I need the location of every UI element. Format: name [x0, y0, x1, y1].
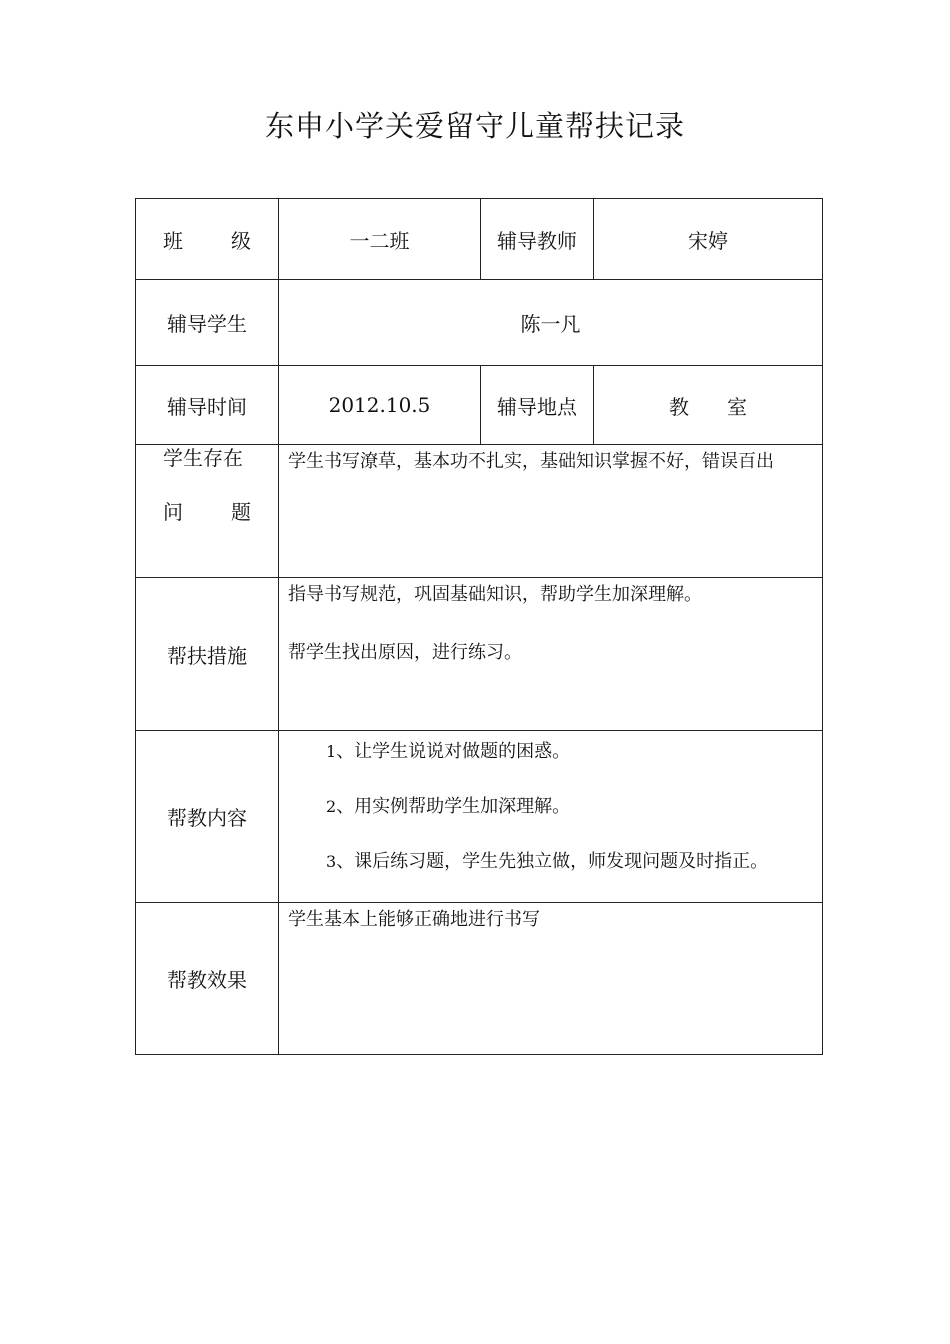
- problem-label-char: 题: [231, 500, 251, 524]
- content-list: [279, 731, 823, 903]
- table-row: [136, 903, 823, 1055]
- problem-text-line: 学生书写潦草，基本功不扎实，基础知识掌握不好，错误百出: [288, 451, 774, 472]
- effect-text-line: 学生基本上能够正确地进行书写: [288, 909, 540, 930]
- list-item-text: 、用实例帮助学生加深理解。: [336, 796, 571, 817]
- table-row: [136, 731, 823, 903]
- measures-line: 指导书写规范，巩固基础知识，帮助学生加深理解。: [288, 584, 702, 605]
- class-label: [136, 199, 279, 280]
- list-item-text: 、课后练习题，学生先独立做，师发现问题及时指正。: [336, 851, 769, 872]
- problem-label: [136, 445, 279, 578]
- table-row: [136, 280, 823, 366]
- place-value-char: 室: [727, 394, 747, 419]
- effect-text: [279, 903, 823, 1055]
- measures-line: 帮学生找出原因，进行练习。: [288, 642, 522, 663]
- list-item-number: 1: [326, 742, 337, 761]
- list-item: [326, 737, 822, 792]
- list-item: [326, 792, 822, 847]
- effect-label: 帮教效果: [136, 903, 279, 1055]
- class-label-char: 班: [163, 228, 183, 253]
- table-row: [136, 445, 823, 578]
- list-item-text: 、让学生说说对做题的困惑。: [336, 741, 571, 762]
- place-value: [594, 366, 823, 445]
- student-value: 陈一凡: [279, 280, 823, 366]
- content-label: 帮教内容: [136, 731, 279, 903]
- table-row: [136, 578, 823, 731]
- table-row: [136, 199, 823, 280]
- problem-label-line1: 学生存在: [163, 446, 243, 470]
- problem-label-char: 问: [163, 500, 183, 524]
- list-item: [326, 847, 822, 902]
- place-label: 辅导地点: [481, 366, 594, 445]
- measures-label: 帮扶措施: [136, 578, 279, 731]
- list-item-number: 3: [326, 852, 337, 871]
- measures-text: [279, 578, 823, 731]
- time-value: 2012.10.5: [279, 366, 481, 445]
- table-row: [136, 366, 823, 445]
- place-value-char: 教: [669, 394, 689, 419]
- teacher-value: 宋婷: [594, 199, 823, 280]
- list-item-number: 2: [326, 797, 337, 816]
- teacher-label: 辅导教师: [481, 199, 594, 280]
- problem-text: [279, 445, 823, 578]
- record-table: [135, 198, 823, 1055]
- page-title: 东申小学关爱留守儿童帮扶记录: [264, 109, 685, 143]
- class-value: 一二班: [279, 199, 481, 280]
- time-label: 辅导时间: [136, 366, 279, 445]
- class-label-char: 级: [231, 228, 251, 253]
- student-label: 辅导学生: [136, 280, 279, 366]
